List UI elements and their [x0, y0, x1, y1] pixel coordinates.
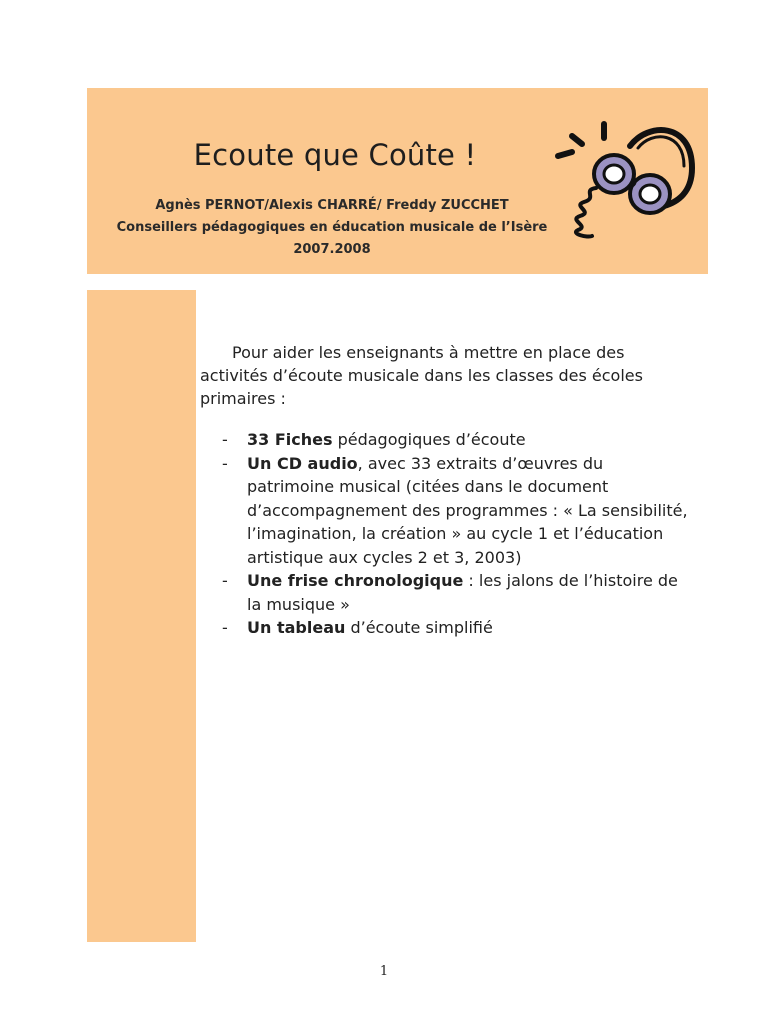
features-list: [222, 428, 702, 640]
list-bullet: -: [222, 430, 228, 449]
list-bullet: -: [222, 453, 228, 473]
item-bold: 33 Fiches: [247, 430, 333, 449]
intro-paragraph: [200, 341, 700, 410]
item-continuation: d’accompagnement des programmes : « La sensibilité,: [247, 500, 688, 520]
item-continuation: patrimoine musical (citées dans le document: [247, 477, 609, 496]
school-year: 2007.2008: [293, 242, 371, 257]
intro-line: primaires :: [200, 389, 286, 408]
intro-line: activités d’écoute musicale dans les classes des écoles: [200, 366, 643, 385]
item-text: pédagogiques d’écoute: [332, 430, 526, 449]
list-bullet: -: [222, 571, 228, 590]
item-bold: Une frise chronologique: [247, 571, 464, 590]
intro-line: Pour aider les enseignants à mettre en place des: [232, 343, 625, 362]
authors: Agnès PERNOT/Alexis CHARRÉ/ Freddy ZUCCHET: [155, 198, 509, 213]
item-continuation: l’imagination, la création » au cycle 1 et l’éducation: [247, 524, 664, 543]
item-text: , avec 33 extraits d’œuvres du: [357, 453, 604, 473]
item-text: : les jalons de l’histoire de: [463, 571, 678, 590]
item-continuation: artistique aux cycles 2 et 3, 2003): [247, 547, 522, 567]
list-item: [222, 569, 702, 616]
list-item: [222, 616, 702, 640]
side-band: [87, 290, 196, 942]
item-bold: Un tableau: [247, 618, 346, 637]
headphones-icon: [552, 118, 702, 246]
item-bold: Un CD audio: [247, 453, 358, 473]
list-bullet: -: [222, 618, 228, 637]
item-text: d’écoute simplifié: [345, 618, 493, 637]
list-item: [222, 428, 702, 452]
page-number: 1: [379, 964, 389, 979]
page-title: Ecoute que Coûte !: [193, 138, 477, 172]
authors-role: Conseillers pédagogiques en éducation musicale de l’Isère: [116, 220, 548, 235]
list-item: [222, 452, 702, 570]
item-continuation: la musique »: [247, 594, 350, 614]
